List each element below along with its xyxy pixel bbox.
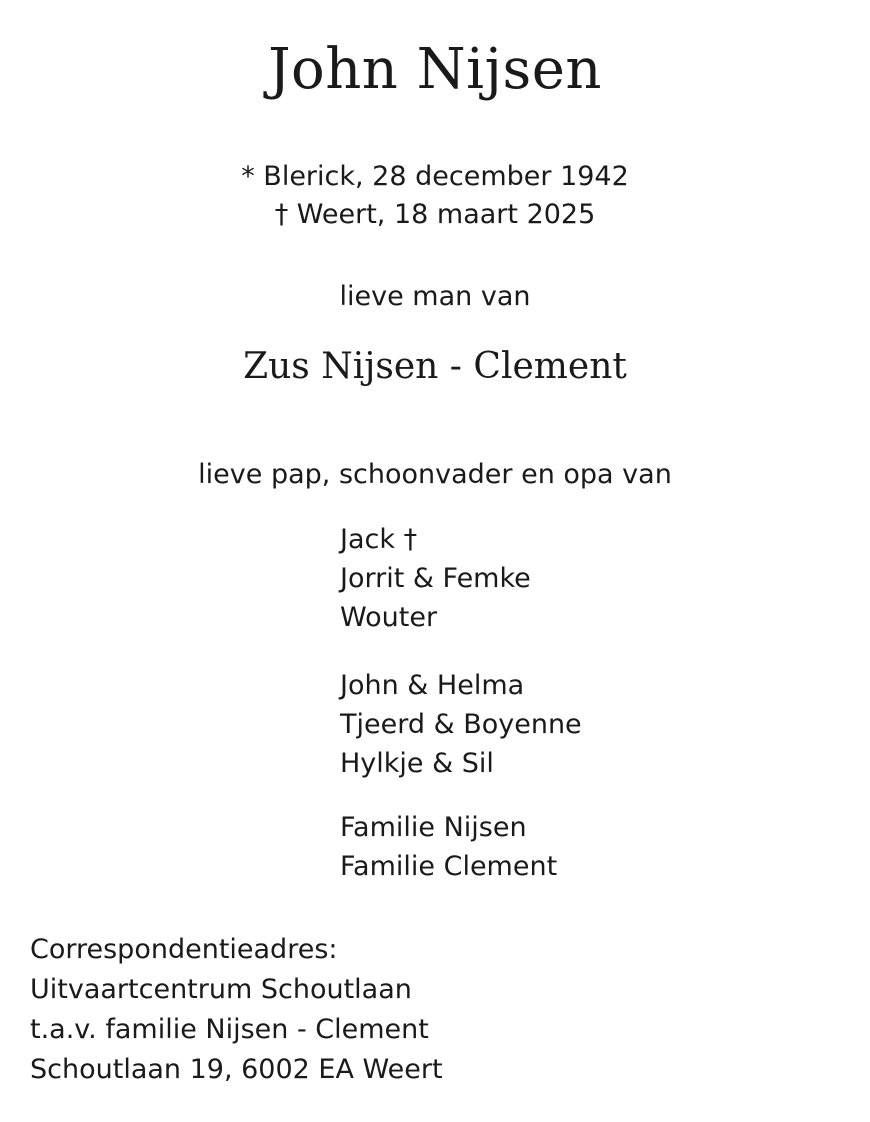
family-member: Familie Nijsen — [340, 812, 527, 843]
family-member: John & Helma — [340, 670, 525, 701]
family-member: Wouter — [340, 602, 438, 633]
family-member: Jorrit & Femke — [340, 563, 531, 594]
death-line: † Weert, 18 maart 2025 — [274, 199, 596, 230]
family-group-1 — [340, 520, 531, 637]
family-member: Jack † — [340, 524, 418, 555]
family-member: Familie Clement — [340, 851, 558, 882]
spouse-name: Zus Nijsen - Clement — [243, 346, 627, 387]
children-intro: lieve pap, schoonvader en opa van — [198, 459, 672, 490]
correspondence-address — [30, 930, 443, 1090]
spouse-intro: lieve man van — [339, 281, 531, 312]
address-line: Schoutlaan 19, 6002 EA Weert — [30, 1054, 443, 1085]
family-group-3 — [340, 808, 557, 886]
birth-line: * Blerick, 28 december 1942 — [241, 161, 629, 192]
address-line: Uitvaartcentrum Schoutlaan — [30, 974, 412, 1005]
life-dates — [0, 158, 870, 234]
family-member: Tjeerd & Boyenne — [340, 709, 582, 740]
family-group-2 — [340, 666, 582, 783]
address-line: t.a.v. familie Nijsen - Clement — [30, 1014, 429, 1045]
deceased-name: John Nijsen — [268, 37, 602, 102]
family-member: Hylkje & Sil — [340, 748, 494, 779]
address-heading: Correspondentieadres: — [30, 934, 338, 965]
